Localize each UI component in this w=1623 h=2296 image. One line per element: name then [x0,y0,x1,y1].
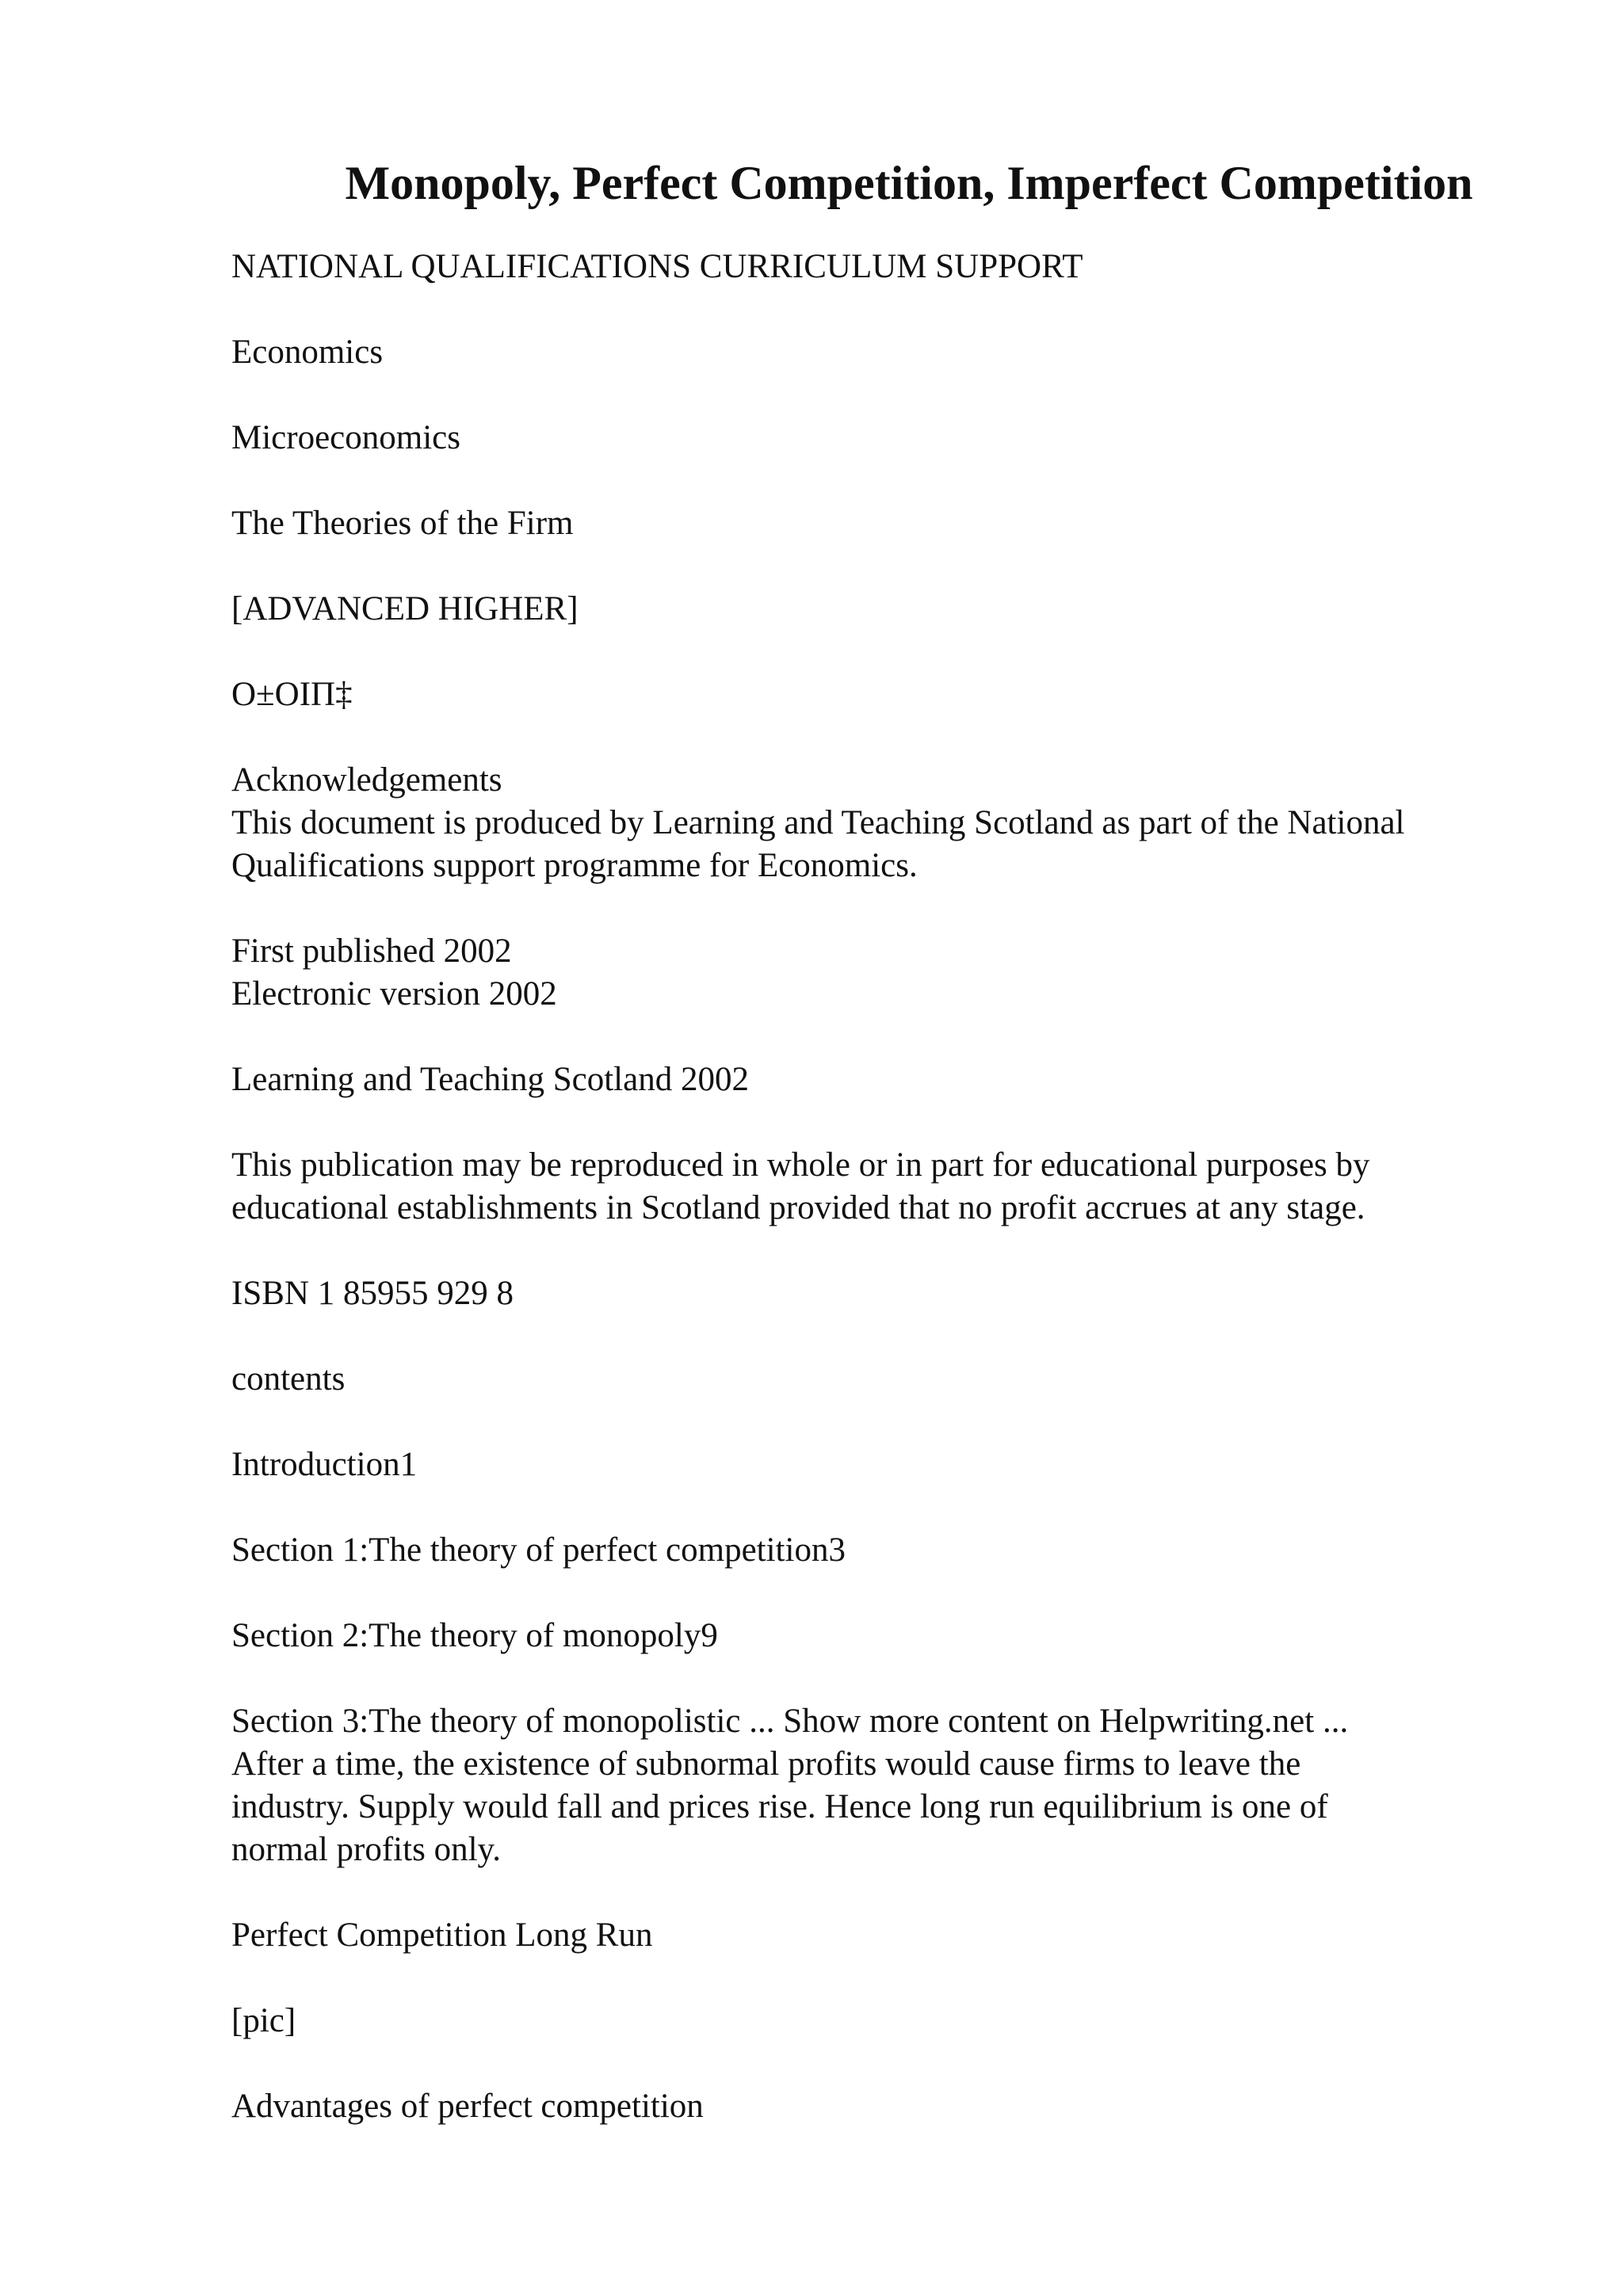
text-line: educational establishments in Scotland provided that no profit accrues at any stage. [231,1189,1365,1226]
text-line: industry. Supply would fall and prices rise. Hence long run equilibrium is one of [231,1788,1328,1825]
text-line: normal profits only. [231,1831,501,1868]
text-line: Microeconomics [231,419,460,456]
text-line: Qualifications support programme for Economics. [231,847,918,884]
text-line: Economics [231,334,384,371]
paragraph [231,1914,1515,1957]
text-line: The Theories of the Firm [231,505,574,542]
paragraph [231,246,1515,288]
paragraph [231,759,1515,887]
text-line: Section 3:The theory of monopolistic ... Show more content on Helpwriting.net ... [231,1703,1349,1740]
text-line: [pic] [231,2002,296,2039]
text-line: O±OIΠ‡ [231,676,353,713]
text-line: Perfect Competition Long Run [231,1917,653,1954]
paragraph [231,673,1515,716]
text-line: This document is produced by Learning and Teaching Scotland as part of the National [231,804,1405,841]
paragraph [231,2085,1515,2128]
text-line: After a time, the existence of subnormal profits would cause firms to leave the [231,1745,1301,1783]
text-line: Advantages of perfect competition [231,2088,704,2125]
text-line: Electronic version 2002 [231,975,557,1013]
text-line: [ADVANCED HIGHER] [231,590,579,627]
text-line: Introduction1 [231,1446,418,1483]
paragraph [231,417,1515,460]
document-body [231,246,1515,2171]
text-line: Learning and Teaching Scotland 2002 [231,1061,749,1098]
paragraph [231,1615,1515,1657]
paragraph [231,502,1515,545]
text-line: NATIONAL QUALIFICATIONS CURRICULUM SUPPORT [231,248,1083,285]
paragraph [231,1444,1515,1486]
text-line: Section 1:The theory of perfect competition3 [231,1531,846,1569]
paragraph [231,1529,1515,1572]
text-line: This publication may be reproduced in whole or in part for educational purposes by [231,1146,1370,1184]
paragraph [231,930,1515,1016]
paragraph [231,1144,1515,1230]
text-line: ISBN 1 85955 929 8 [231,1275,514,1312]
paragraph [231,588,1515,631]
text-line: First published 2002 [231,933,512,970]
document-title: Monopoly, Perfect Competition, Imperfect Competition [345,157,1473,209]
text-line: contents [231,1360,346,1398]
text-line: Section 2:The theory of monopoly9 [231,1617,718,1654]
paragraph [231,1058,1515,1101]
paragraph [231,1272,1515,1315]
paragraph [231,2000,1515,2042]
paragraph [231,1700,1515,1871]
text-line: Acknowledgements [231,761,502,799]
paragraph [231,331,1515,374]
paragraph [231,1358,1515,1401]
